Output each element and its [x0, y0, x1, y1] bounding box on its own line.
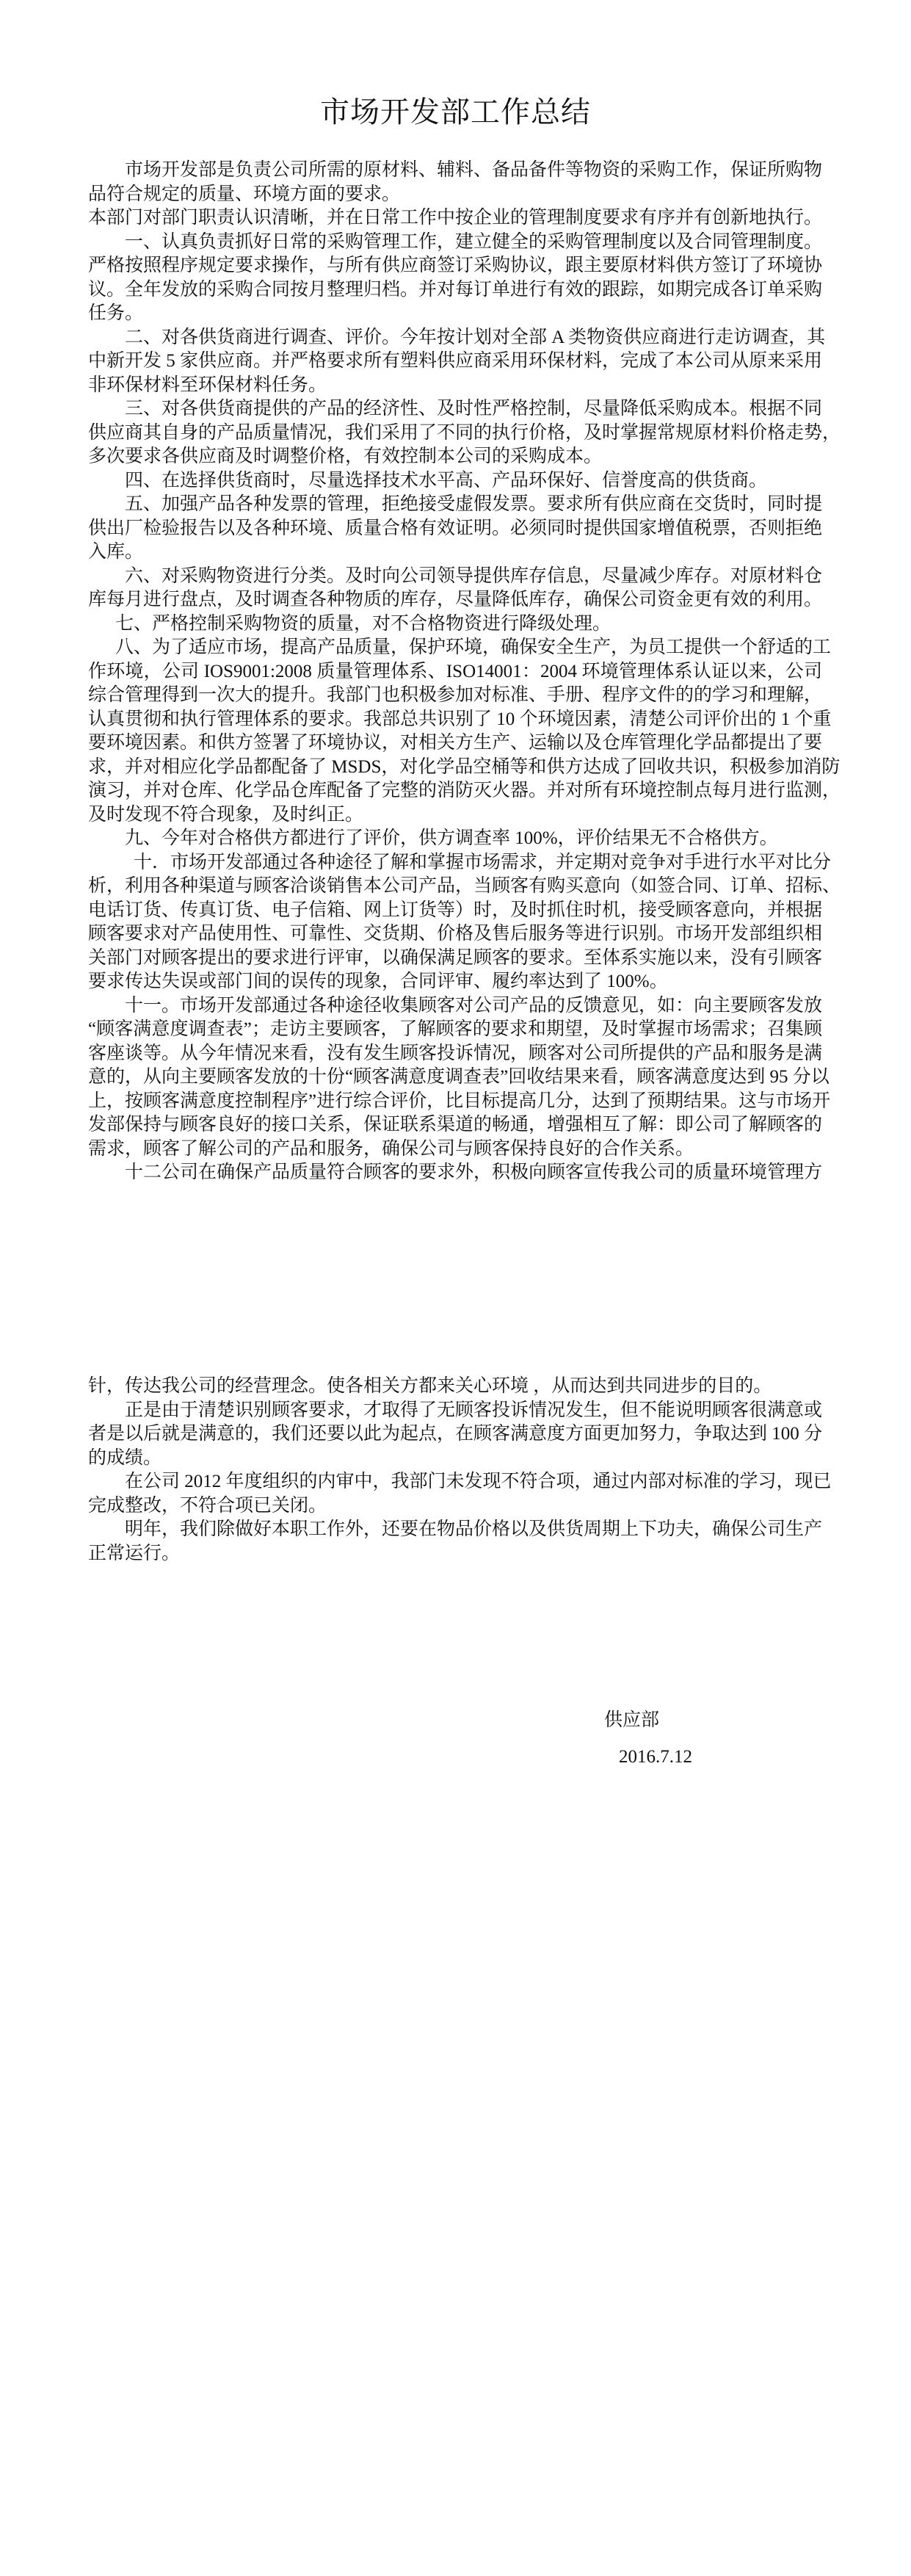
text-line: 十一。市场开发部通过各种途径收集顾客对公司产品的反馈意见，如：向主要顾客发放: [125, 995, 823, 1016]
paragraph: [88, 1399, 822, 1471]
text-line: 供应商其自身的产品质量情况，我们采用了不同的执行价格，及时掌握常规原材料价格走势，: [88, 422, 841, 443]
text-line: 作环境，公司 IOS9001:2008 质量管理体系、ISO14001：2004 环境管理体系认证以来，公司: [88, 661, 822, 681]
text-line: 非环保材料至环保材料任务。: [88, 375, 327, 395]
text-line: 要环境因素。和供方签署了环境协议，对相关方生产、运输以及仓库管理化学品都提出了要: [88, 733, 823, 753]
paragraph: [88, 326, 826, 398]
text-line: 求，并对相应化学品都配备了 MSDS，对化学品空桶等和供方达成了回收共识，积极参加消防: [88, 756, 841, 777]
text-line: 议。全年发放的采购合同按月整理归档。并对每订单进行有效的跟踪，如期完成各订单采购: [88, 279, 823, 300]
text-line: 发部保持与顾客良好的接口关系，保证联系渠道的畅通，增强相互了解：即公司了解顾客的: [88, 1115, 823, 1135]
text-line: 八、为了适应市场，提高产品质量，保护环境，确保安全生产，为员工提供一个舒适的工: [115, 637, 832, 657]
text-line: 演习，并对仓库、化学品仓库配备了完整的消防灭火器。并对所有环境控制点每月进行监测，: [88, 781, 841, 800]
paragraph: [88, 565, 822, 612]
text-line: 三、对各供货商提供的产品的经济性、及时性严格控制，尽量降低采购成本。根据不同: [125, 399, 823, 419]
text-line: 电话订货、传真订货、电子信箱、网上订货等）时，及时抓住时机，接受顾客意向，并根据: [88, 900, 823, 920]
paragraph: [88, 493, 822, 565]
text-line: 一、认真负责抓好日常的采购管理工作，建立健全的采购管理制度以及合同管理制度。: [125, 231, 823, 252]
paragraph: [88, 231, 822, 326]
paragraph: [88, 636, 841, 827]
text-line: 认真贯彻和执行管理体系的要求。我部总共识别了 10 个环境因素，清楚公司评价出的 1 个重: [88, 709, 832, 729]
paragraph: [88, 1161, 822, 1185]
text-line: 析，利用各种渠道与顾客洽谈销售本公司产品，当顾客有购买意向（如签合同、订单、招标、: [88, 876, 841, 896]
text-line: 库每月进行盘点，及时调查各种物质的库存，尽量降低库存，确保公司资金更有效的利用。: [88, 590, 823, 609]
text-line: 意的，从向主要顾客发放的十份“顾客满意度调查表”回收结果来看，顾客满意度达到 95 分以: [88, 1067, 830, 1087]
text-line: 客座谈等。从今年情况来看，没有发生顾客投诉情况，顾客对公司所提供的产品和服务是满: [88, 1043, 823, 1063]
paragraph: [88, 994, 831, 1162]
text-line: 供出厂检验报告以及各种环境、质量合格有效证明。必须同时提供国家增值税票，否则拒绝: [88, 518, 823, 538]
text-line: 十．市场开发部通过各种途径了解和掌握市场需求，并定期对竞争对手进行水平对比分: [134, 852, 832, 872]
text-line: 九、今年对合格供方都进行了评价，供方调查率 100%，评价结果无不合格供方。: [125, 828, 778, 848]
paragraph: [88, 1470, 832, 1518]
body-section-1: [88, 159, 841, 1185]
paragraph: [88, 469, 822, 493]
text-line: 及时发现不符合现象，及时纠正。: [88, 804, 364, 825]
paragraph: [88, 397, 841, 469]
text-line: 四、在选择供货商时，尽量选择技术水平高、产品环保好、信誉度高的供货商。: [125, 470, 768, 491]
text-line: 入库。: [88, 542, 144, 562]
paragraph: [88, 1518, 822, 1566]
text-line: 本部门对部门职责认识清晰，并在日常工作中按企业的管理制度要求有序并有创新地执行。: [88, 208, 823, 228]
text-line: 多次要求各供应商及时调整价格，有效控制本公司的采购成本。: [88, 446, 603, 466]
text-line: 要求传达失误或部门间的误传的现象，合同评审、履约率达到了 100%。: [88, 972, 668, 991]
text-line: 综合管理得到一次大的提升。我部门也积极参加对标准、手册、程序文件的的学习和理解，: [88, 685, 823, 705]
text-line: 正常运行。: [88, 1543, 181, 1563]
paragraph: [88, 851, 841, 994]
text-line: 六、对采购物资进行分类。及时向公司领导提供库存信息，尽量减少库存。对原材料仓: [125, 565, 823, 586]
text-line: 严格按照程序规定要求操作，与所有供应商签订采购协议，跟主要原材料供方签订了环境协: [88, 256, 823, 275]
text-line: 任务。: [88, 303, 144, 323]
text-line: 顾客要求对产品使用性、可靠性、交货期、价格及售后服务等进行识别。市场开发部组织相: [88, 924, 823, 944]
text-line: 市场开发部是负责公司所需的原材料、辅料、备品备件等物资的采购工作，保证所购物: [125, 160, 823, 180]
text-line: 二、对各供货商进行调查、评价。今年按计划对全部 A 类物资供应商进行走访调查，其: [125, 327, 826, 347]
text-line: 十二公司在确保产品质量符合顾客的要求外，积极向顾客宣传我公司的质量环境管理方: [125, 1162, 823, 1182]
text-line: 需求，顾客了解公司的产品和服务，确保公司与顾客保持良好的合作关系。: [88, 1138, 694, 1159]
signature-department: 供应部: [604, 1710, 660, 1730]
text-line: 明年，我们除做好本职工作外，还要在物品价格以及供货周期上下功夫，确保公司生产: [125, 1519, 823, 1539]
paragraph: [88, 206, 822, 231]
text-line: “顾客满意度调查表”；走访主要顾客，了解顾客的要求和期望，及时掌握市场需求；召集顾: [88, 1019, 822, 1039]
text-line: 品符合规定的质量、环境方面的要求。: [88, 184, 401, 204]
body-section-2: [88, 1375, 832, 1566]
signature-date: 2016.7.12: [619, 1747, 692, 1767]
paragraph: [88, 1375, 822, 1399]
text-line: 中新开发 5 家供应商。并严格要求所有塑料供应商采用环保材料，完成了本公司从原来采用: [88, 351, 823, 371]
document-title: 市场开发部工作总结: [320, 95, 591, 129]
paragraph: [88, 827, 822, 851]
paragraph: [88, 159, 822, 206]
paragraph: [88, 612, 822, 637]
text-line: 针，传达我公司的经营理念。使各相关方都来关心环境 ，从而达到共同进步的目的。: [88, 1376, 772, 1396]
text-line: 上，按顾客满意度控制程序”进行综合评价，比目标提高几分，达到了预期结果。这与市场开: [88, 1090, 831, 1111]
text-line: 正是由于清楚识别顾客要求，才取得了无顾客投诉情况发生，但不能说明顾客很满意或: [125, 1400, 823, 1420]
text-line: 的成绩。: [88, 1447, 162, 1468]
text-line: 在公司 2012 年度组织的内审中，我部门未发现不符合项，通过内部对标准的学习，现已: [125, 1472, 832, 1491]
text-line: 七、严格控制采购物资的质量，对不合格物资进行降级处理。: [115, 613, 611, 634]
text-line: 完成整改，不符合项已关闭。: [88, 1495, 327, 1516]
text-line: 关部门对顾客提出的要求进行评审，以确保满足顾客的要求。至体系实施以来，没有引顾客: [88, 947, 823, 968]
text-line: 五、加强产品各种发票的管理，拒绝接受虚假发票。要求所有供应商在交货时，同时提: [125, 494, 823, 514]
text-line: 者是以后就是满意的，我们还要以此为起点，在顾客满意度方面更加努力，争取达到 100 分: [88, 1424, 823, 1444]
